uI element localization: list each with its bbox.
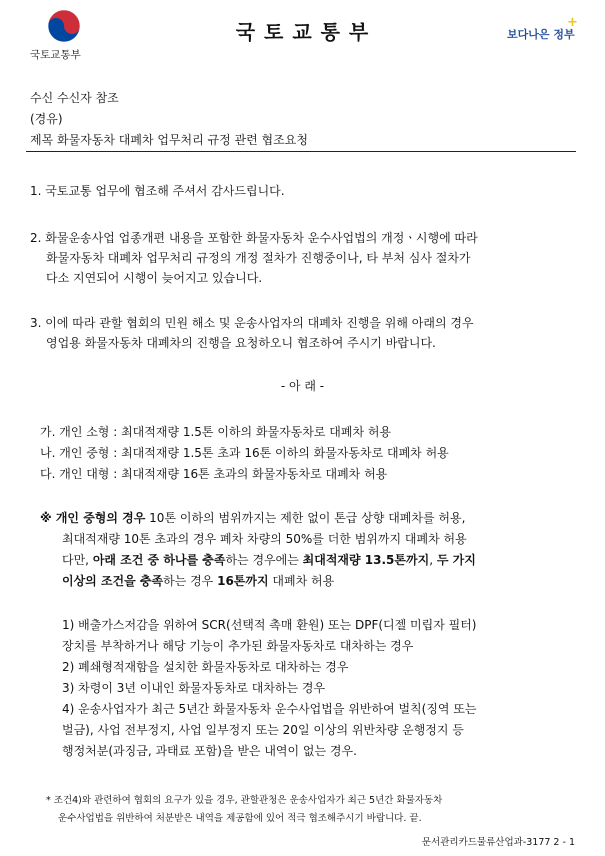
- slogan-logo: [507, 15, 578, 49]
- condition-4-line-1: 4) 운송사업자가 최근 5년간 화물자동차 운수사업법을 위반하여 벌칙(징역 또는: [62, 702, 477, 716]
- note-text: 다만,: [62, 553, 93, 567]
- paragraph-3-line-1: 3. 이에 따라 관할 협회의 민원 해소 및 운송사업자의 대폐차 진행을 위해 아래의 경우: [30, 316, 474, 330]
- item-large: 다. 개인 대형 : 최대적재량 16톤 초과의 화물자동차로 대폐차 허용: [40, 467, 388, 481]
- note-text: 하는 경우: [163, 574, 218, 588]
- paragraph-3-line-2: 영업용 화물자동차 대폐차의 진행을 요청하오니 협조하여 주시기 바랍니다.: [46, 336, 436, 350]
- condition-4-line-3: 행정처분(과징금, 과태료 포함)을 받은 내역이 없는 경우.: [62, 744, 357, 758]
- plus-icon: +: [567, 15, 578, 30]
- slogan-logo-text: 보다나은 정부: [507, 28, 575, 41]
- condition-1-line-1: 1) 배출가스저감을 위하여 SCR(선택적 촉매 환원) 또는 DPF(디젤 미립자 필터): [62, 618, 477, 632]
- note-bold: 최대적재량 13.5톤까지: [302, 553, 430, 567]
- note-bold: 개인 중형의 경우: [55, 511, 146, 525]
- recipient-line: 수신 수신자 참조: [30, 91, 119, 105]
- subject-divider: [26, 151, 576, 152]
- note-bold: 두 가지: [436, 553, 476, 567]
- note-text: ,: [429, 553, 437, 567]
- condition-2: 2) 폐쇄형적재함을 설치한 화물자동차로 대차하는 경우: [62, 660, 349, 674]
- document-title: 국 토 교 통 부: [235, 20, 370, 44]
- note-text: 대폐차 허용: [268, 574, 335, 588]
- note-bold: 이상의 조건을 충족: [62, 574, 164, 588]
- below-heading: - 아 래 -: [280, 379, 325, 393]
- note-text: 하는 경우에는: [225, 553, 303, 567]
- note-bold: 아래 조건 중 하나를 충족: [92, 553, 226, 567]
- subject-line: 제목 화물자동차 대폐차 업무처리 규정 관련 협조요청: [30, 133, 308, 147]
- note-line-1: [40, 510, 465, 526]
- note-line-3: [62, 552, 476, 568]
- condition-4-line-2: 벌금), 사업 전부정지, 사업 일부정지 또는 20일 이상의 위반차량 운행정지 등: [62, 723, 464, 737]
- paragraph-1: 1. 국토교통 업무에 협조해 주셔서 감사드립니다.: [30, 184, 285, 198]
- item-medium: 나. 개인 중형 : 최대적재량 1.5톤 초과 16톤 이하의 화물자동차로 대폐차 허용: [40, 446, 449, 460]
- footnote-line-1: * 조건4)와 관련하여 협회의 요구가 있을 경우, 관할관청은 운송사업자가 최근 5년간 화물자동차: [46, 795, 443, 806]
- item-small: 가. 개인 소형 : 최대적재량 1.5톤 이하의 화물자동차로 대폐차 허용: [40, 425, 392, 439]
- footnote-line-2: 운수사업법을 위반하여 처분받은 내역을 제공함에 있어 적극 협조해주시기 바랍니다. 끝.: [58, 813, 422, 824]
- note-bold: 16톤까지: [217, 574, 269, 588]
- paragraph-2-line-2: 화물자동차 대폐차 업무처리 규정의 개정 절차가 진행중이나, 타 부처 심사 절차가: [46, 251, 471, 265]
- paragraph-2-line-1: 2. 화물운송사업 업종개편 내용을 포함한 화물자동차 운수사업법의 개정ㆍ시행에 따라: [30, 231, 478, 245]
- note-line-2: 최대적재량 10톤 초과의 경우 폐차 차량의 50%를 더한 범위까지 대폐차 허용: [62, 532, 467, 546]
- note-mark: ※: [40, 511, 56, 525]
- paragraph-2-line-3: 다소 지연되어 시행이 늦어지고 있습니다.: [46, 271, 263, 285]
- ministry-logo-caption: 국토교통부: [30, 49, 81, 61]
- document-number: 문서관리카드물류산업과-3177 2 - 1: [421, 837, 575, 848]
- condition-1-line-2: 장치를 부착하거나 해당 기능이 추가된 화물자동차로 대차하는 경우: [62, 639, 414, 653]
- via-line: (경유): [30, 112, 63, 126]
- condition-3: 3) 차령이 3년 이내인 화물자동차로 대차하는 경우: [62, 681, 326, 695]
- note-rest: 10톤 이하의 범위까지는 제한 없이 톤급 상향 대폐차를 허용,: [145, 511, 466, 525]
- note-line-4: [62, 573, 334, 589]
